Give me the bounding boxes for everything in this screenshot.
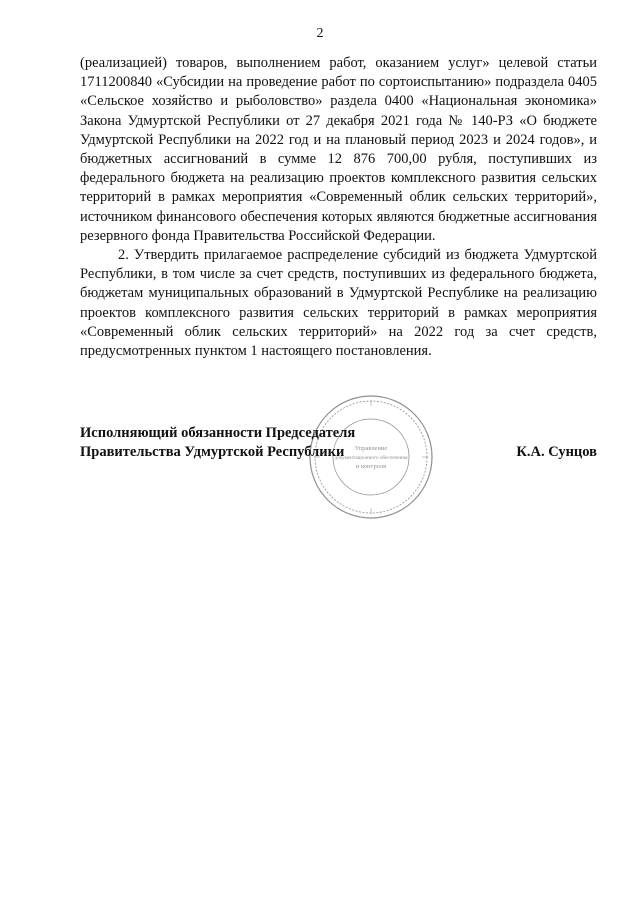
paragraph-item-2: 2. Утвердить прилагаемое распределение субсидий из бюджета Удмуртской Республики, в том числе за счет средств, поступивших из федерального бюджета, бюджетам муниципальных образований в Удмуртской Республике на реализацию проектов комплексного развития сельских территорий в рамках мероприятия «Современный облик сельских территорий» на 2022 год за счет средств, предусмотренных пунктом 1 настоящего постановления. (80, 247, 597, 360)
stamp-line-1: Управление (354, 445, 388, 452)
paragraph-continuation: (реализацией) товаров, выполнением работ, оказанием услуг» целевой статьи 1711200840 «Субсидии на проведение работ по сортоиспытанию» подраздела 0405 «Сельское хозяйство и рыболовство» раздела 0400 «Национальная экономика» Закона Удмуртской Республики от 27 декабря 2021 года № 140-РЗ «О бюджете Удмуртской Республики на 2022 год и на плановый период 2023 и 2024 годов», и бюджетных ассигнований в сумме 12 876 700,00 рубля, поступивших из федерального бюджета на реализацию проектов комплексного развития сельских территорий в рамках мероприятия «Современный облик сельских территорий», источником финансового обеспечения которых являются бюджетные ассигнования резервного фонда Правительства Российской Федерации. (80, 55, 597, 244)
signature-block (80, 424, 597, 462)
signatory-name: К.А. Сунцов (516, 444, 597, 460)
stamp-line-2: документационного обеспечения (334, 455, 408, 461)
page-number: 2 (316, 26, 324, 41)
signatory-title-line-1: Исполняющий обязанности Председателя (80, 425, 356, 441)
document-body (80, 54, 597, 361)
stamp-line-3: и контроля (355, 463, 387, 470)
signatory-title-line-2: Правительства Удмуртской Республики (80, 444, 345, 460)
